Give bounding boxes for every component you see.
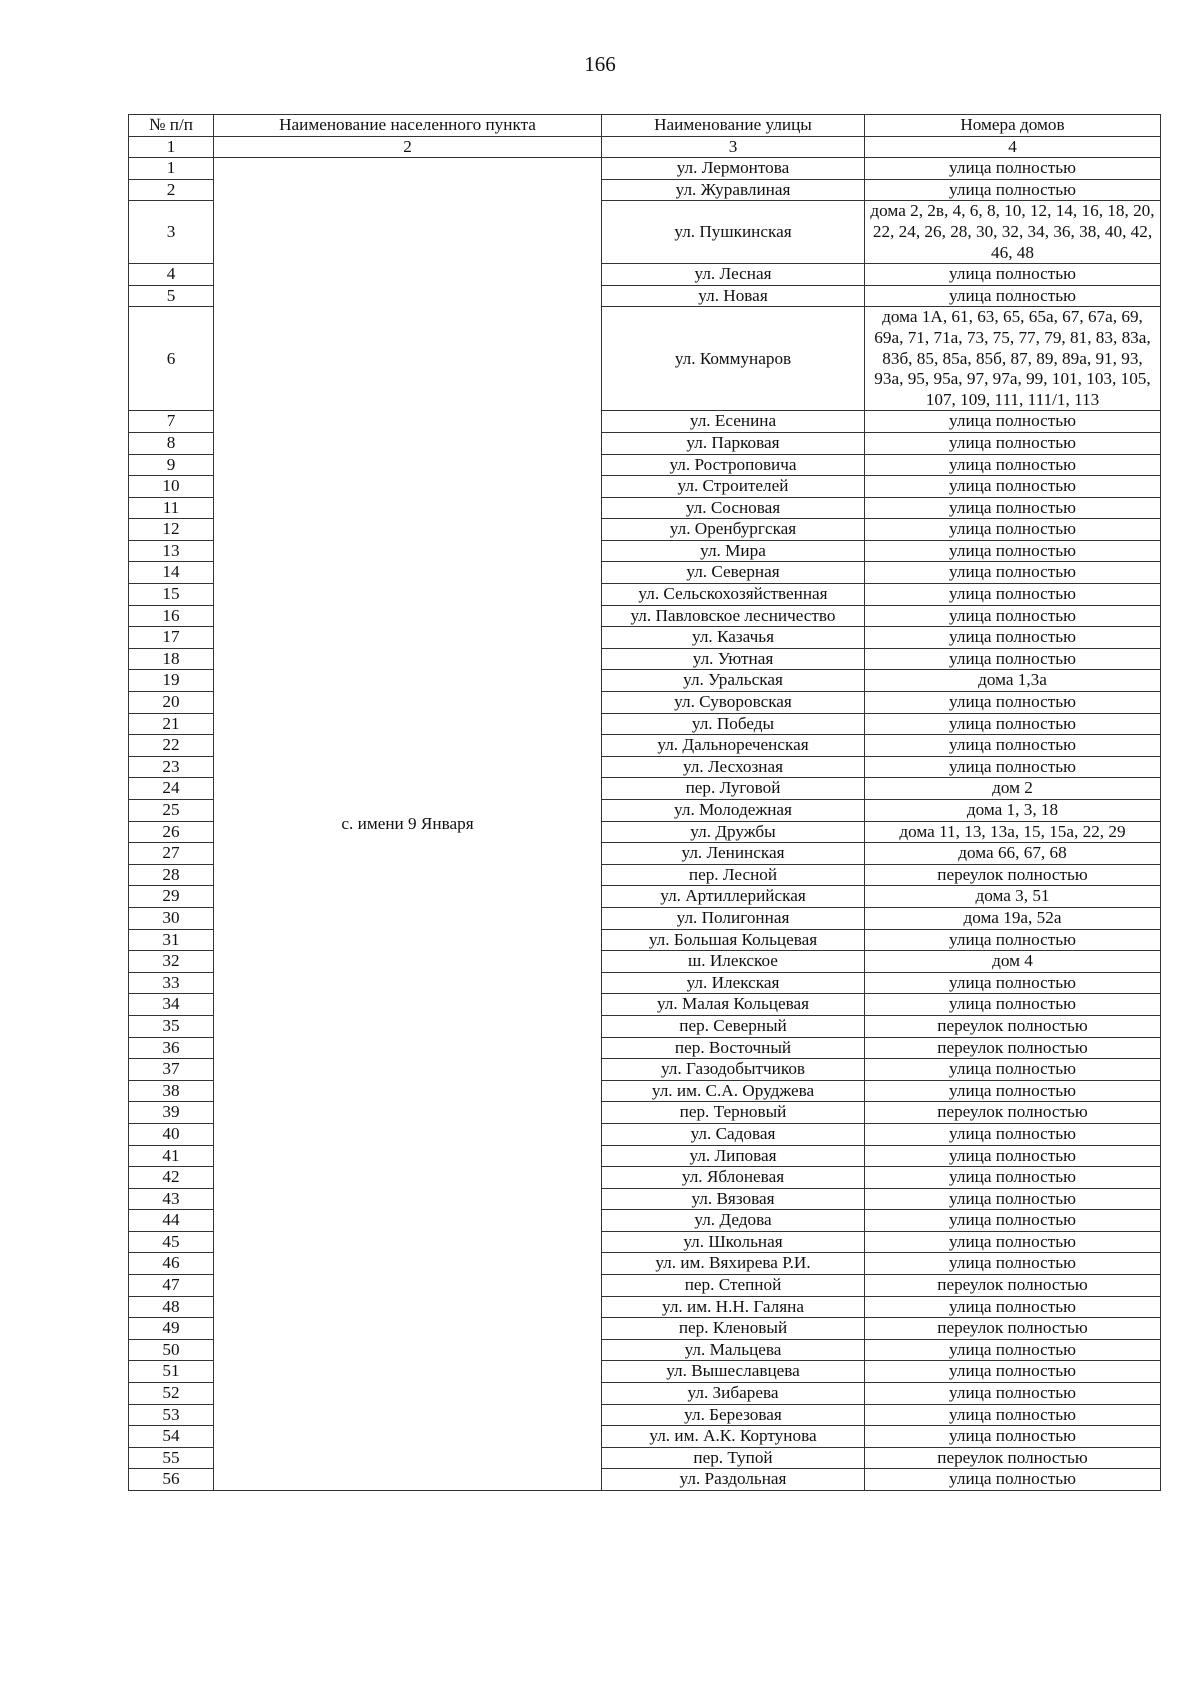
row-number: 32 xyxy=(129,951,214,973)
house-numbers: улица полностью xyxy=(865,1167,1161,1189)
row-number: 37 xyxy=(129,1059,214,1081)
house-numbers: дома 1,3а xyxy=(865,670,1161,692)
house-numbers: улица полностью xyxy=(865,584,1161,606)
house-numbers: улица полностью xyxy=(865,1426,1161,1448)
row-number: 46 xyxy=(129,1253,214,1275)
row-number: 40 xyxy=(129,1123,214,1145)
street-name: ул. Дедова xyxy=(602,1210,865,1232)
street-name: ул. Пушкинская xyxy=(602,201,865,264)
house-numbers: улица полностью xyxy=(865,1059,1161,1081)
street-name: ул. Вышеславцева xyxy=(602,1361,865,1383)
house-numbers: переулок полностью xyxy=(865,1102,1161,1124)
house-numbers: улица полностью xyxy=(865,1231,1161,1253)
row-number: 33 xyxy=(129,972,214,994)
house-numbers: дом 4 xyxy=(865,951,1161,973)
row-number: 55 xyxy=(129,1447,214,1469)
street-name: ул. Суворовская xyxy=(602,692,865,714)
house-numbers: дома 1, 3, 18 xyxy=(865,800,1161,822)
street-name: ул. Молодежная xyxy=(602,800,865,822)
house-numbers: улица полностью xyxy=(865,692,1161,714)
column-number: 4 xyxy=(865,136,1161,158)
row-number: 26 xyxy=(129,821,214,843)
street-name: ул. Есенина xyxy=(602,411,865,433)
street-name: ул. Лесхозная xyxy=(602,756,865,778)
street-name: ул. Строителей xyxy=(602,476,865,498)
header-number: № п/п xyxy=(129,115,214,137)
row-number: 13 xyxy=(129,540,214,562)
house-numbers: улица полностью xyxy=(865,1296,1161,1318)
row-number: 49 xyxy=(129,1318,214,1340)
street-name: ул. Журавлиная xyxy=(602,179,865,201)
street-name: ул. Большая Кольцевая xyxy=(602,929,865,951)
street-name: ул. Ростроповича xyxy=(602,454,865,476)
row-number: 3 xyxy=(129,201,214,264)
street-name: ул. Северная xyxy=(602,562,865,584)
street-name: ул. Уральская xyxy=(602,670,865,692)
house-numbers: улица полностью xyxy=(865,929,1161,951)
row-number: 28 xyxy=(129,864,214,886)
street-name: ул. Березовая xyxy=(602,1404,865,1426)
row-number: 10 xyxy=(129,476,214,498)
street-name: ул. Победы xyxy=(602,713,865,735)
house-numbers: улица полностью xyxy=(865,264,1161,286)
row-number: 39 xyxy=(129,1102,214,1124)
column-number-row xyxy=(129,136,1161,158)
row-number: 42 xyxy=(129,1167,214,1189)
house-numbers: дома 3, 51 xyxy=(865,886,1161,908)
street-name: пер. Степной xyxy=(602,1275,865,1297)
house-numbers: улица полностью xyxy=(865,994,1161,1016)
house-numbers: улица полностью xyxy=(865,1080,1161,1102)
row-number: 41 xyxy=(129,1145,214,1167)
street-name: ул. Казачья xyxy=(602,627,865,649)
row-number: 54 xyxy=(129,1426,214,1448)
street-name: ул. Газодобытчиков xyxy=(602,1059,865,1081)
street-name: ул. им. Н.Н. Галяна xyxy=(602,1296,865,1318)
street-name: ул. Уютная xyxy=(602,648,865,670)
street-name: ул. Оренбургская xyxy=(602,519,865,541)
house-numbers: улица полностью xyxy=(865,1188,1161,1210)
row-number: 12 xyxy=(129,519,214,541)
column-number: 2 xyxy=(214,136,602,158)
row-number: 23 xyxy=(129,756,214,778)
house-numbers: улица полностью xyxy=(865,1123,1161,1145)
row-number: 8 xyxy=(129,432,214,454)
row-number: 21 xyxy=(129,713,214,735)
house-numbers: дома 11, 13, 13а, 15, 15а, 22, 29 xyxy=(865,821,1161,843)
house-numbers: улица полностью xyxy=(865,179,1161,201)
header-street: Наименование улицы xyxy=(602,115,865,137)
row-number: 11 xyxy=(129,497,214,519)
street-name: ул. Малая Кольцевая xyxy=(602,994,865,1016)
house-numbers: дома 2, 2в, 4, 6, 8, 10, 12, 14, 16, 18, 20, 22, 24, 26, 28, 30, 32, 34, 36, 38, 40, 42, 46, 48 xyxy=(865,201,1161,264)
house-numbers: улица полностью xyxy=(865,411,1161,433)
street-name: ул. Раздольная xyxy=(602,1469,865,1491)
row-number: 36 xyxy=(129,1037,214,1059)
house-numbers: улица полностью xyxy=(865,1145,1161,1167)
row-number: 27 xyxy=(129,843,214,865)
house-numbers: дом 2 xyxy=(865,778,1161,800)
street-name: пер. Луговой xyxy=(602,778,865,800)
column-number: 1 xyxy=(129,136,214,158)
house-numbers: улица полностью xyxy=(865,1404,1161,1426)
row-number: 4 xyxy=(129,264,214,286)
house-numbers: улица полностью xyxy=(865,1383,1161,1405)
street-name: ул. Мира xyxy=(602,540,865,562)
page-number: 166 xyxy=(584,52,616,76)
street-name: ул. им. С.А. Оруджева xyxy=(602,1080,865,1102)
house-numbers: улица полностью xyxy=(865,1253,1161,1275)
row-number: 29 xyxy=(129,886,214,908)
row-number: 52 xyxy=(129,1383,214,1405)
house-numbers: улица полностью xyxy=(865,972,1161,994)
house-numbers: улица полностью xyxy=(865,540,1161,562)
house-numbers: переулок полностью xyxy=(865,1037,1161,1059)
house-numbers: улица полностью xyxy=(865,497,1161,519)
row-number: 1 xyxy=(129,158,214,180)
house-numbers: улица полностью xyxy=(865,1339,1161,1361)
street-name: ул. Павловское лесничество xyxy=(602,605,865,627)
header-houses: Номера домов xyxy=(865,115,1161,137)
street-name: ул. Лермонтова xyxy=(602,158,865,180)
street-name: ул. Полигонная xyxy=(602,907,865,929)
house-numbers: переулок полностью xyxy=(865,1275,1161,1297)
street-name: ул. Парковая xyxy=(602,432,865,454)
house-numbers: переулок полностью xyxy=(865,1447,1161,1469)
street-name: ул. Новая xyxy=(602,285,865,307)
row-number: 53 xyxy=(129,1404,214,1426)
table-body xyxy=(129,115,1161,1491)
street-name: ул. Сосновая xyxy=(602,497,865,519)
house-numbers: улица полностью xyxy=(865,1361,1161,1383)
street-name: ул. Вязовая xyxy=(602,1188,865,1210)
street-name: ул. Садовая xyxy=(602,1123,865,1145)
header-row xyxy=(129,115,1161,137)
row-number: 34 xyxy=(129,994,214,1016)
street-name: ул. Лесная xyxy=(602,264,865,286)
street-name: ул. Илекская xyxy=(602,972,865,994)
house-numbers: улица полностью xyxy=(865,648,1161,670)
settlement-name: с. имени 9 Января xyxy=(214,158,602,1491)
house-numbers: улица полностью xyxy=(865,519,1161,541)
row-number: 18 xyxy=(129,648,214,670)
row-number: 48 xyxy=(129,1296,214,1318)
street-name: ул. Дружбы xyxy=(602,821,865,843)
street-name: ул. Зибарева xyxy=(602,1383,865,1405)
street-name: ул. Сельскохозяйственная xyxy=(602,584,865,606)
street-name: пер. Северный xyxy=(602,1015,865,1037)
house-numbers: улица полностью xyxy=(865,627,1161,649)
street-name: ш. Илекское xyxy=(602,951,865,973)
street-name: пер. Тупой xyxy=(602,1447,865,1469)
row-number: 51 xyxy=(129,1361,214,1383)
house-numbers: улица полностью xyxy=(865,454,1161,476)
street-name: ул. им. Вяхирева Р.И. xyxy=(602,1253,865,1275)
row-number: 24 xyxy=(129,778,214,800)
house-numbers: переулок полностью xyxy=(865,864,1161,886)
row-number: 19 xyxy=(129,670,214,692)
street-name: ул. Липовая xyxy=(602,1145,865,1167)
row-number: 31 xyxy=(129,929,214,951)
house-numbers: улица полностью xyxy=(865,713,1161,735)
street-name: ул. Коммунаров xyxy=(602,307,865,411)
house-numbers: улица полностью xyxy=(865,735,1161,757)
row-number: 14 xyxy=(129,562,214,584)
house-numbers: улица полностью xyxy=(865,1469,1161,1491)
house-numbers: дома 66, 67, 68 xyxy=(865,843,1161,865)
row-number: 9 xyxy=(129,454,214,476)
street-name: ул. Артиллерийская xyxy=(602,886,865,908)
house-numbers: улица полностью xyxy=(865,562,1161,584)
street-name: пер. Кленовый xyxy=(602,1318,865,1340)
street-name: ул. Ленинская xyxy=(602,843,865,865)
house-numbers: улица полностью xyxy=(865,756,1161,778)
street-name: ул. Яблоневая xyxy=(602,1167,865,1189)
row-number: 22 xyxy=(129,735,214,757)
row-number: 43 xyxy=(129,1188,214,1210)
house-numbers: улица полностью xyxy=(865,285,1161,307)
house-numbers: дома 1А, 61, 63, 65, 65а, 67, 67а, 69, 69а, 71, 71а, 73, 75, 77, 79, 81, 83, 83а, 83б, 85, 85а, 85б, 87, 89, 89а, 91, 93, 93а, 95, 95а, 97, 97а, 99, 101, 103, 105, 107, 109, 111, 111/1, 113 xyxy=(865,307,1161,411)
row-number: 16 xyxy=(129,605,214,627)
house-numbers: улица полностью xyxy=(865,605,1161,627)
row-number: 38 xyxy=(129,1080,214,1102)
row-number: 15 xyxy=(129,584,214,606)
house-numbers: переулок полностью xyxy=(865,1015,1161,1037)
header-settlement: Наименование населенного пункта xyxy=(214,115,602,137)
row-number: 7 xyxy=(129,411,214,433)
street-registry-table xyxy=(128,114,1161,1491)
street-name: ул. Школьная xyxy=(602,1231,865,1253)
street-name: пер. Восточный xyxy=(602,1037,865,1059)
row-number: 44 xyxy=(129,1210,214,1232)
table-row xyxy=(129,158,1161,180)
house-numbers: улица полностью xyxy=(865,432,1161,454)
row-number: 30 xyxy=(129,907,214,929)
row-number: 50 xyxy=(129,1339,214,1361)
house-numbers: дома 19а, 52а xyxy=(865,907,1161,929)
house-numbers: переулок полностью xyxy=(865,1318,1161,1340)
row-number: 17 xyxy=(129,627,214,649)
row-number: 47 xyxy=(129,1275,214,1297)
house-numbers: улица полностью xyxy=(865,476,1161,498)
house-numbers: улица полностью xyxy=(865,1210,1161,1232)
row-number: 5 xyxy=(129,285,214,307)
row-number: 45 xyxy=(129,1231,214,1253)
house-numbers: улица полностью xyxy=(865,158,1161,180)
street-name: ул. им. А.К. Кортунова xyxy=(602,1426,865,1448)
street-name: пер. Лесной xyxy=(602,864,865,886)
street-name: ул. Мальцева xyxy=(602,1339,865,1361)
row-number: 35 xyxy=(129,1015,214,1037)
row-number: 25 xyxy=(129,800,214,822)
row-number: 6 xyxy=(129,307,214,411)
row-number: 20 xyxy=(129,692,214,714)
street-name: ул. Дальнореченская xyxy=(602,735,865,757)
street-name: пер. Терновый xyxy=(602,1102,865,1124)
row-number: 2 xyxy=(129,179,214,201)
column-number: 3 xyxy=(602,136,865,158)
row-number: 56 xyxy=(129,1469,214,1491)
